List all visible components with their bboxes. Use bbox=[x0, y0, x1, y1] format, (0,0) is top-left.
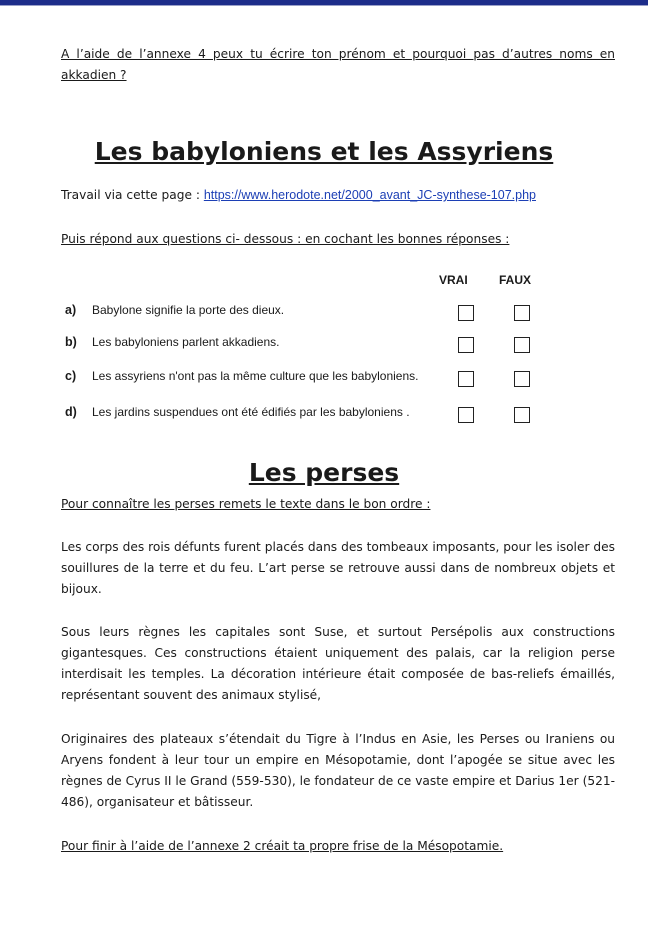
checkbox-c-faux[interactable] bbox=[514, 371, 530, 387]
question-row bbox=[65, 303, 565, 323]
section-title-babyloniens: Les babyloniens et les Assyriens bbox=[94, 137, 554, 166]
final-instruction: Pour finir à l’aide de l’annexe 2 créait ta propre frise de la Mésopotamie. bbox=[61, 839, 504, 853]
column-header-vrai: VRAI bbox=[439, 273, 468, 287]
perses-paragraph-1: Les corps des rois défunts furent placés dans des tombeaux imposants, pour les isoler des souillures de la terre et du feu. L’art perse se retrouve aussi dans de nombreux objets et bijoux. bbox=[61, 540, 615, 596]
perses-paragraph-2: Sous leurs règnes les capitales sont Suse, et surtout Persépolis aux constructions gigantesques. Ces constructions étaient uniquement des palais, car la religion perse interdisait les temples. La décoration intérieure était composée de bas-reliefs émaillés, représentant souvent des animaux stylisé, bbox=[61, 625, 615, 702]
checkbox-d-faux[interactable] bbox=[514, 407, 530, 423]
work-label: Travail via cette page : bbox=[61, 188, 204, 202]
intro-question: A l’aide de l’annexe 4 peux tu écrire ton prénom et pourquoi pas d’autres noms en akkadien ? bbox=[61, 47, 615, 82]
checkbox-a-vrai[interactable] bbox=[458, 305, 474, 321]
checkbox-d-vrai[interactable] bbox=[458, 407, 474, 423]
question-text: Les jardins suspendues ont été édifiés par les babyloniens . bbox=[92, 405, 410, 419]
question-label: d) bbox=[65, 405, 77, 419]
work-line bbox=[61, 185, 615, 206]
page-top-border-shadow bbox=[0, 5, 648, 6]
question-text: Les babyloniens parlent akkadiens. bbox=[92, 335, 280, 349]
checkbox-c-vrai[interactable] bbox=[458, 371, 474, 387]
question-label: c) bbox=[65, 369, 77, 383]
perses-instruction: Pour connaître les perses remets le texte dans le bon ordre : bbox=[61, 497, 431, 511]
checkbox-b-vrai[interactable] bbox=[458, 337, 474, 353]
question-text: Les assyriens n'ont pas la même culture que les babyloniens. bbox=[92, 369, 419, 383]
question-text: Babylone signifie la porte des dieux. bbox=[92, 303, 285, 317]
question-label: b) bbox=[65, 335, 77, 349]
checkbox-a-faux[interactable] bbox=[514, 305, 530, 321]
herodote-link[interactable]: https://www.herodote.net/2000_avant_JC-synthese-107.php bbox=[203, 188, 536, 202]
question-row bbox=[65, 335, 565, 355]
section-title-perses: Les perses bbox=[248, 458, 400, 487]
question-row bbox=[65, 369, 565, 389]
perses-paragraph-3: Originaires des plateaux s’étendait du Tigre à l’Indus en Asie, les Perses ou Iraniens ou Aryens fondent à leur tour un empire en Mésopotamie, dont l’apogée se situe avec les règnes de Cyrus II le Grand (559-530), le fondateur de ce vaste empire et Darius 1er (521-486), organisateur et bâtisseur. bbox=[61, 732, 615, 809]
checkbox-b-faux[interactable] bbox=[514, 337, 530, 353]
question-row bbox=[65, 405, 565, 425]
quiz-instruction: Puis répond aux questions ci- dessous : en cochant les bonnes réponses : bbox=[61, 232, 510, 246]
column-header-faux: FAUX bbox=[499, 273, 532, 287]
question-label: a) bbox=[65, 303, 77, 317]
